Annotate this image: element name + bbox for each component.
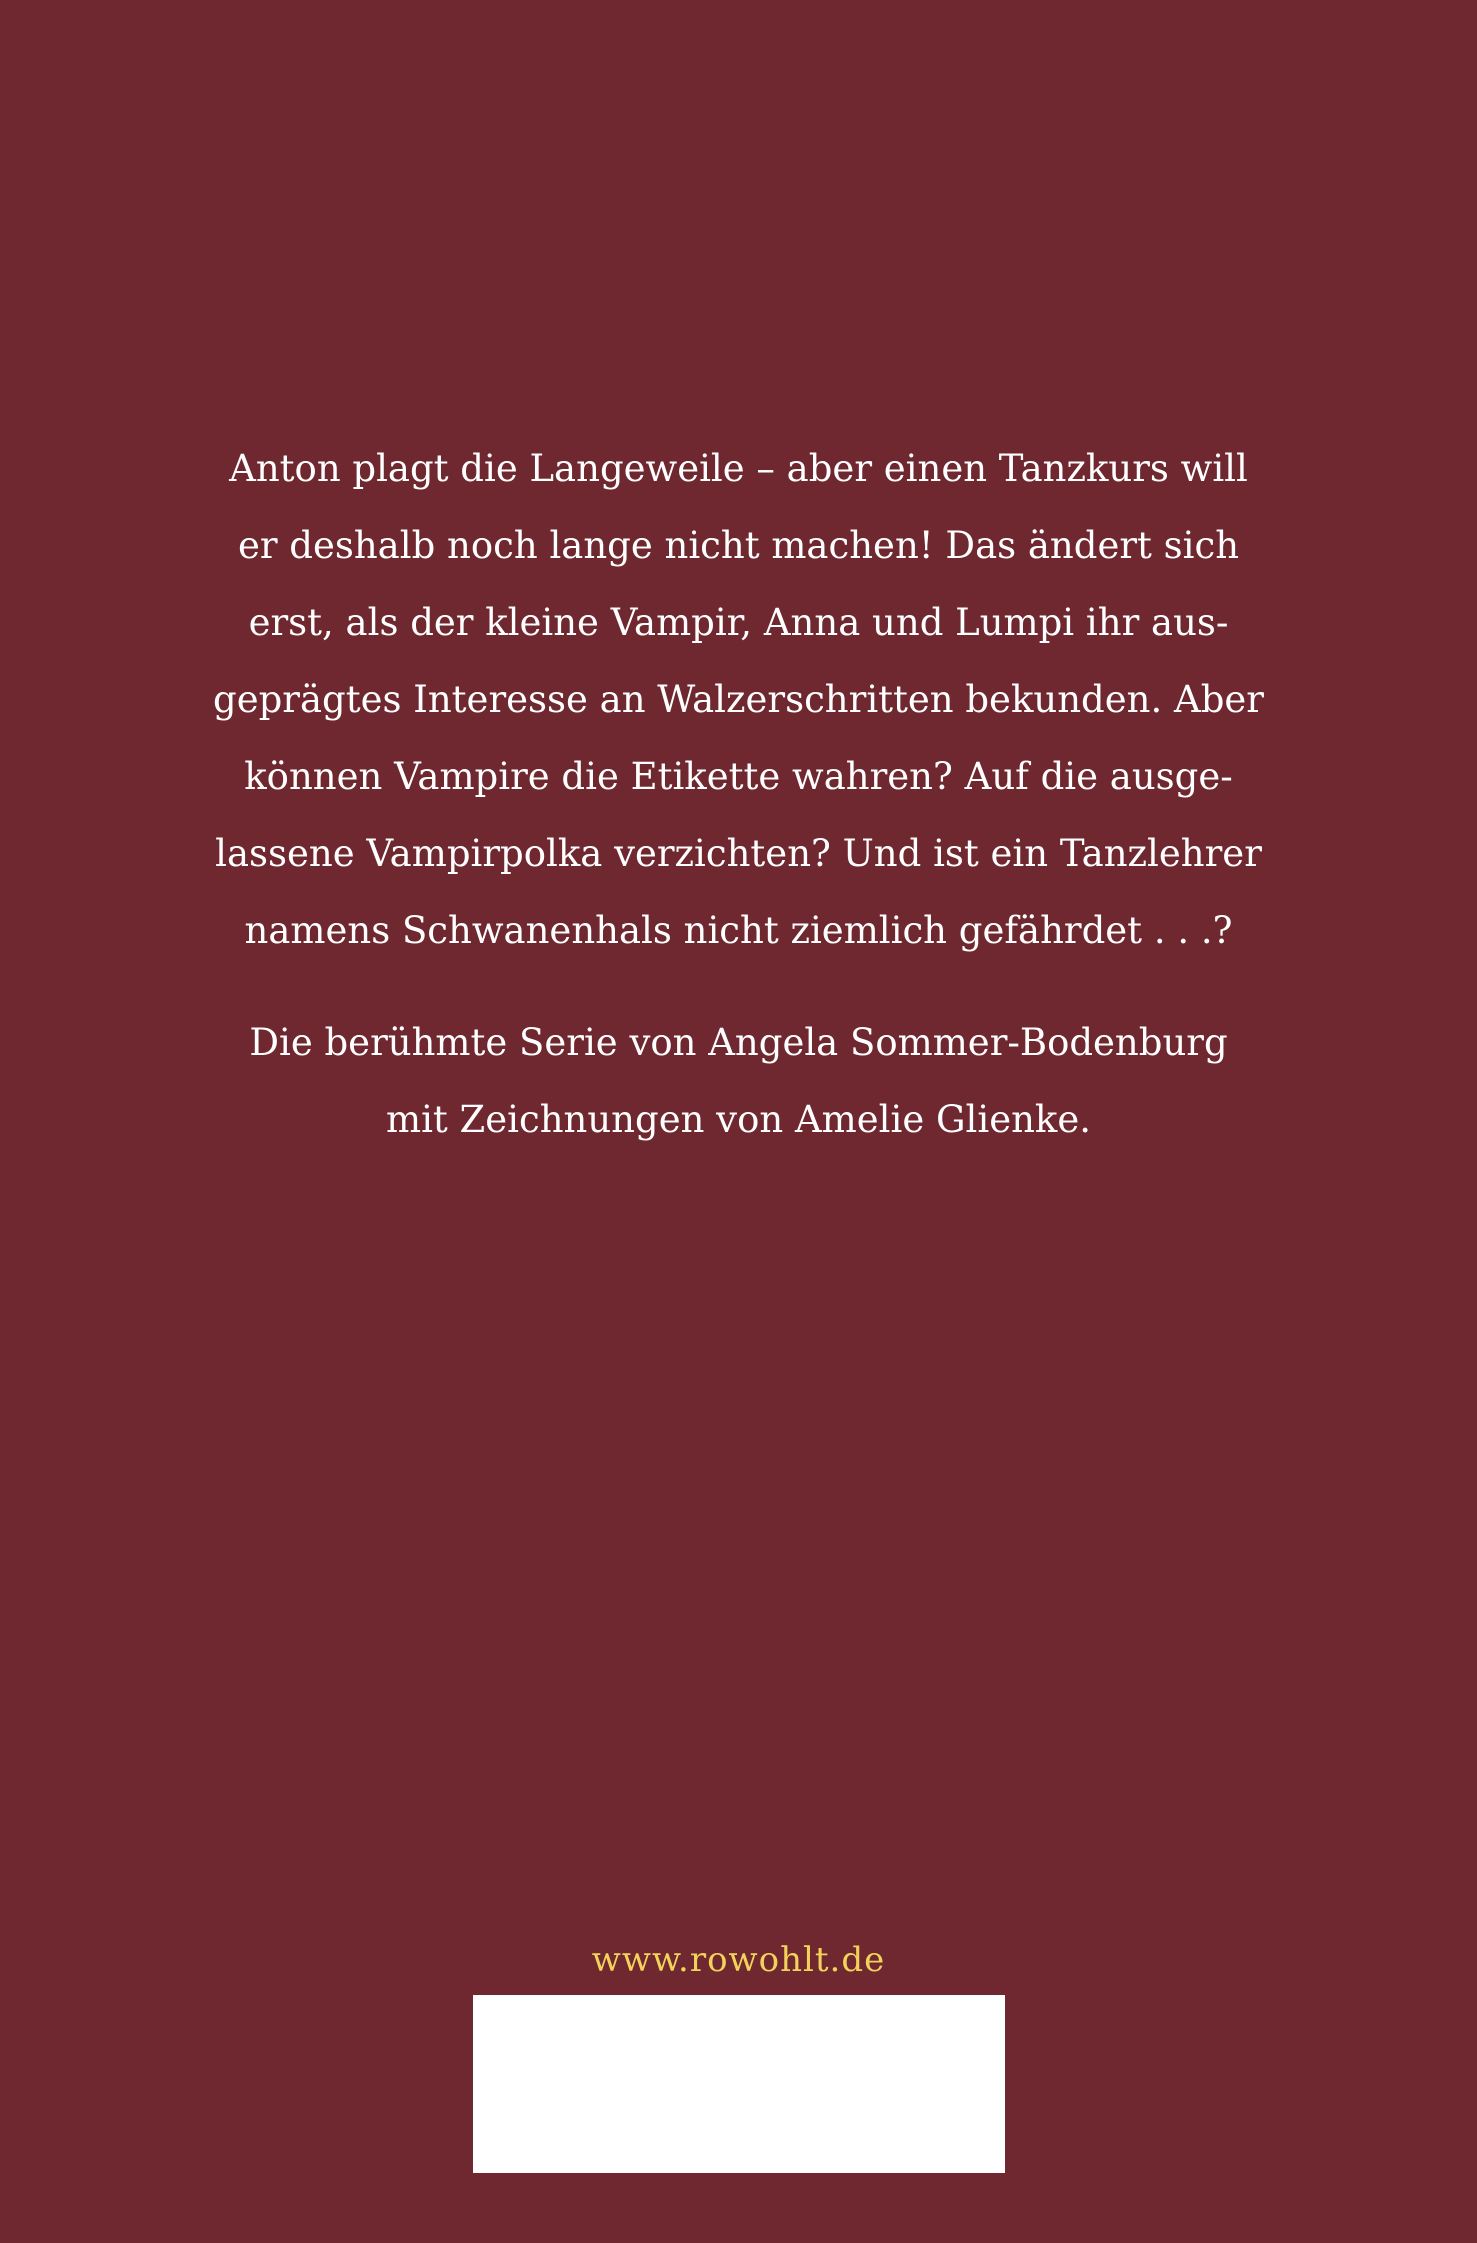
blurb-line: Anton plagt die Langeweile – aber einen Tanzkurs will (229, 447, 1248, 490)
blurb-line: er deshalb noch lange nicht machen! Das ändert sich (237, 524, 1240, 567)
blurb-line: können Vampire die Etikette wahren? Auf die ausge- (244, 755, 1233, 798)
barcode-area (473, 1995, 1005, 2173)
blurb-text (190, 430, 1287, 1158)
publisher-url-link[interactable]: www.rowohlt.de (591, 1940, 886, 1980)
blurb-line: lassene Vampirpolka verzichten? Und ist ein Tanzlehrer (215, 832, 1262, 875)
blurb-line: namens Schwanenhals nicht ziemlich gefährdet . . .? (244, 909, 1233, 952)
series-credit-line: Die berühmte Serie von Angela Sommer-Bodenburg (249, 1021, 1228, 1064)
blurb-paragraph-2 (190, 1004, 1287, 1158)
illustrator-credit-line: mit Zeichnungen von Amelie Glienke. (385, 1098, 1092, 1141)
blurb-line: erst, als der kleine Vampir, Anna und Lumpi ihr aus- (248, 601, 1229, 644)
blurb-line: geprägtes Interesse an Walzerschritten bekunden. Aber (213, 678, 1264, 721)
paragraph-spacer (190, 969, 1287, 1004)
blurb-paragraph-1 (190, 430, 1287, 969)
